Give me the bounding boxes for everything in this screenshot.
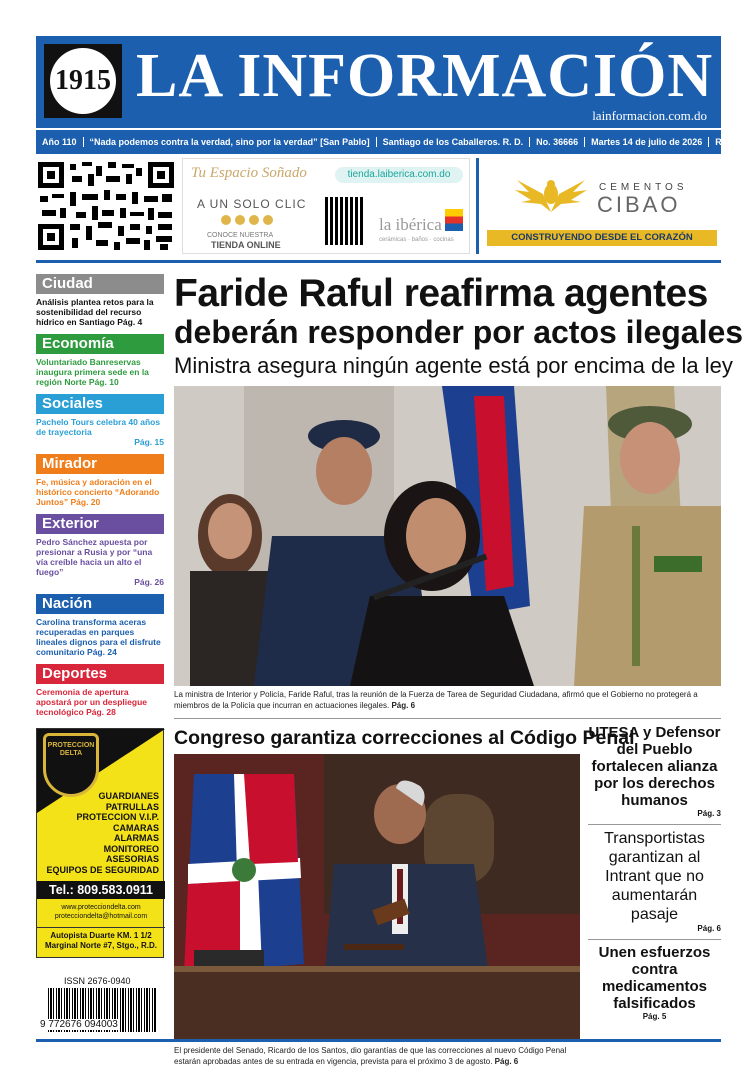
shield-icon: PROTECCION DELTA [43, 733, 99, 797]
divider [36, 260, 721, 263]
issue-info-bar [36, 130, 744, 154]
right-story-page: Pág. 5 [642, 1012, 667, 1021]
lead-photo [174, 386, 721, 686]
lead-headline-line-1[interactable]: Faride Raful reafirma agentes [174, 272, 708, 315]
ad-iberica-headline: A UN SOLO CLIC [197, 197, 307, 211]
issue-number: No. 36666 [530, 137, 585, 147]
right-story-title: Transportistas garantizan al Intrant que no aumentarán pasaje [604, 830, 705, 923]
ad-delta-web: www.protecciondelta.com protecciondelta@hotmail.com [54, 904, 148, 920]
section-heading: Economía [36, 334, 164, 354]
barcode-number: 9 772676 094003 [40, 1019, 118, 1030]
second-caption: El presidente del Senado, Ricardo de los Santos, dio garantías de que las correcciones al nuevo Código Penal estarán aprobadas antes de su entrada en vigencia, prevista para el próximo 3 de agosto. Pág. 6 [174, 1046, 567, 1066]
right-story-page: Pág. 3 [697, 809, 721, 818]
ads-row [36, 158, 721, 254]
section-nacion[interactable] [36, 594, 164, 657]
section-deportes[interactable] [36, 664, 164, 717]
divider [174, 718, 721, 719]
ad-iberica-brand: la ibérica [379, 215, 442, 234]
ad-delta-address: Autopista Duarte KM. 1 1/2 Marginal Norte #7, Stgo., R.D. [37, 927, 165, 951]
section-heading: Sociales [36, 394, 164, 414]
issue-date: Martes 14 de julio de 2026 [585, 137, 709, 147]
issue-price: RD$10 [715, 137, 744, 147]
issn: ISSN 2676-0940 [64, 976, 131, 986]
ad-iberica-url: tienda.laiberica.com.do [335, 167, 463, 183]
section-heading: Nación [36, 594, 164, 614]
section-heading: Mirador [36, 454, 164, 474]
section-teaser: Fe, música y adoración en el histórico concierto “Adorando Juntos” Pág. 20 [36, 477, 160, 507]
second-photo [174, 754, 580, 1040]
ad-la-iberica [182, 158, 470, 254]
newspaper-url: lainformacion.com.do [592, 108, 707, 123]
lead-headline-line-2[interactable]: deberán responder por actos ilegales [174, 314, 744, 350]
ad-cementos-cibao [476, 158, 721, 254]
ad-iberica-product-icons [221, 215, 273, 225]
ad-cibao-name: CIBAO [597, 192, 681, 217]
right-story-page: Pág. 6 [697, 924, 721, 933]
section-heading: Ciudad [36, 274, 164, 294]
ad-delta-phone: Tel.: 809.583.0911 [37, 881, 165, 899]
qr-code-icon [36, 160, 176, 252]
ad-cibao-slogan: CONSTRUYENDO DESDE EL CORAZÓN [487, 230, 717, 246]
section-teaser: Voluntariado Banreservas inaugura primera sede en la región Norte Pág. 10 [36, 357, 149, 387]
second-headline[interactable]: Congreso garantiza correcciones al Código Penal [174, 727, 635, 749]
section-teaser: Análisis plantea retos para la sostenibilidad del recurso hídrico en Santiago Pág. 4 [36, 297, 154, 327]
ad-iberica-tienda: TIENDA ONLINE [211, 240, 281, 250]
main-content [174, 272, 744, 1066]
ad-iberica-conoce: CONOCE NUESTRA [207, 232, 274, 239]
eagle-logo-icon [513, 172, 589, 214]
lead-deck: Ministra asegura ningún agente está por encima de la ley [174, 353, 733, 378]
divider [36, 1039, 721, 1042]
section-ciudad[interactable] [36, 274, 164, 327]
section-sociales[interactable] [36, 394, 164, 447]
newspaper-title: LA INFORMACIÓN [136, 42, 714, 110]
section-teaser: Carolina transforma aceras recuperadas en parques lineales dignos para el disfrute comunitario Pág. 24 [36, 617, 161, 657]
issue-year: Año 110 [36, 137, 84, 147]
newspaper-front-page [36, 36, 744, 1066]
ad-iberica-script: Tu Espacio Soñado [191, 165, 307, 181]
issue-location: Santiago de los Caballeros. R. D. [377, 137, 531, 147]
right-story-title: UTESA y Defensor del Pueblo fortalecen alianza por los derechos humanos [588, 724, 721, 809]
ad-cibao-top: CEMENTOS [599, 182, 688, 193]
ad-proteccion-delta [36, 728, 164, 958]
section-heading: Deportes [36, 664, 164, 684]
ad-delta-services: GUARDIANES PATRULLAS PROTECCION V.I.P. CAMARAS ALARMAS MONITOREO ASESORIAS EQUIPOS DE SEGURIDAD [46, 791, 159, 875]
ad-iberica-qr-icon [325, 197, 363, 245]
right-story[interactable] [588, 940, 721, 1027]
section-teaser: Pachelo Tours celebra 40 años de trayectoria Pág. 15 [36, 417, 164, 447]
section-teaser: Pedro Sánchez apuesta por presionar a Rusia y por “una vía creíble hacia un alto el fuego” Pág. 26 [36, 537, 164, 587]
right-story[interactable] [588, 825, 721, 940]
right-story-title: Unen esfuerzos contra medicamentos falsificados [598, 944, 711, 1012]
section-economia[interactable] [36, 334, 164, 387]
sections-sidebar [36, 274, 164, 724]
ad-iberica-flag-icon [445, 209, 463, 231]
section-mirador[interactable] [36, 454, 164, 507]
section-exterior[interactable] [36, 514, 164, 587]
masthead [36, 36, 721, 128]
anniversary-logo [44, 44, 122, 118]
right-column [588, 720, 721, 1027]
issue-motto: “Nada podemos contra la verdad, sino por la verdad” [San Pablo] [84, 137, 377, 147]
anniversary-logo-number: 1915 [50, 48, 116, 114]
section-teaser: Ceremonia de apertura apostará por un despliegue tecnológico Pág. 28 [36, 687, 147, 717]
ad-iberica-brand-sub: cerámicas · baños · cocinas [379, 237, 454, 243]
section-heading: Exterior [36, 514, 164, 534]
lead-caption: La ministra de Interior y Policía, Faride Raful, tras la reunión de la Fuerza de Tarea de Seguridad Ciudadana, afirmó que el Gobierno no protegerá a miembros de la Policía que incurran en actuaciones ilegales. Pág. 6 [174, 690, 698, 710]
right-story[interactable] [588, 720, 721, 825]
